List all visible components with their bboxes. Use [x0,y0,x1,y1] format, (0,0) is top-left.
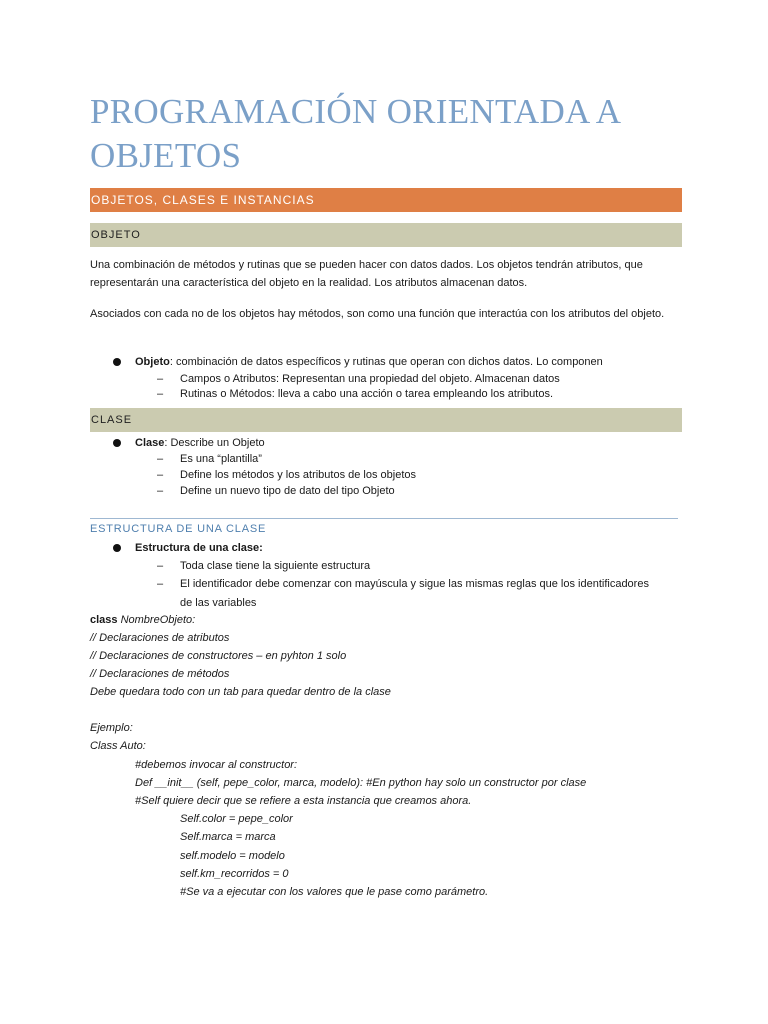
code-indent1-line: #Self quiere decir que se refiere a esta instancia que creamos ahora. [135,795,472,807]
heading-objeto: OBJETO [90,223,682,247]
heading-estructura: ESTRUCTURA DE UNA CLASE [90,523,267,535]
heading-divider [90,518,678,519]
code-indent2-line: self.modelo = modelo [180,850,285,862]
code-ejemplo: Ejemplo: [90,722,133,734]
bullet-term: Estructura de una clase: [135,542,263,554]
bullet-term: Objeto [135,356,170,368]
code-line: Debe quedara todo con un tab para quedar dentro de la clase [90,686,391,698]
bullet-term: Clase [135,437,165,449]
code-line: // Declaraciones de atributos [90,632,230,644]
bullet-text: : Describe un Objeto [164,437,265,449]
page-title: PROGRAMACIÓN ORIENTADA A OBJETOS [90,92,620,175]
code-indent2-line: self.km_recorridos = 0 [180,868,289,880]
section-heading-objetos-clases: OBJETOS, CLASES E INSTANCIAS [90,188,682,212]
code-indent2-line: Self.color = pepe_color [180,813,293,825]
code-line: // Declaraciones de métodos [90,668,230,680]
objeto-paragraph-2: Asociados con cada no de los objetos hay métodos, son como una función que interactúa con los atributos del objeto. [90,308,665,320]
code-indent1-line: #debemos invocar al constructor: [135,759,298,771]
code-indent2-line: Self.marca = marca [180,831,276,843]
code-keyword: class [90,614,118,626]
code-class-line [90,611,195,629]
code-line: // Declaraciones de constructores – en pyhton 1 solo [90,650,347,662]
code-class-name: NombreObjeto: [117,614,196,626]
bullet-dot-icon [113,439,121,447]
bullet-dot-icon [113,544,121,552]
code-class-auto: Class Auto: [90,740,146,752]
bullet-dot-icon [113,358,121,366]
code-indent1-line: Def __init__ (self, pepe_color, marca, modelo): #En python hay solo un constructor por clase [135,777,587,789]
objeto-paragraph-1: Una combinación de métodos y rutinas que se pueden hacer con datos dados. Los objetos tendrán atributos, que representarán una característica del objeto en la realidad. Los atributos almacenan datos. [90,259,643,289]
bullet-text: : combinación de datos específicos y rutinas que operan con dichos datos. Lo componen [169,356,603,368]
code-indent2-line: #Se va a ejecutar con los valores que le pase como parámetro. [180,886,489,898]
heading-clase: CLASE [90,408,682,432]
